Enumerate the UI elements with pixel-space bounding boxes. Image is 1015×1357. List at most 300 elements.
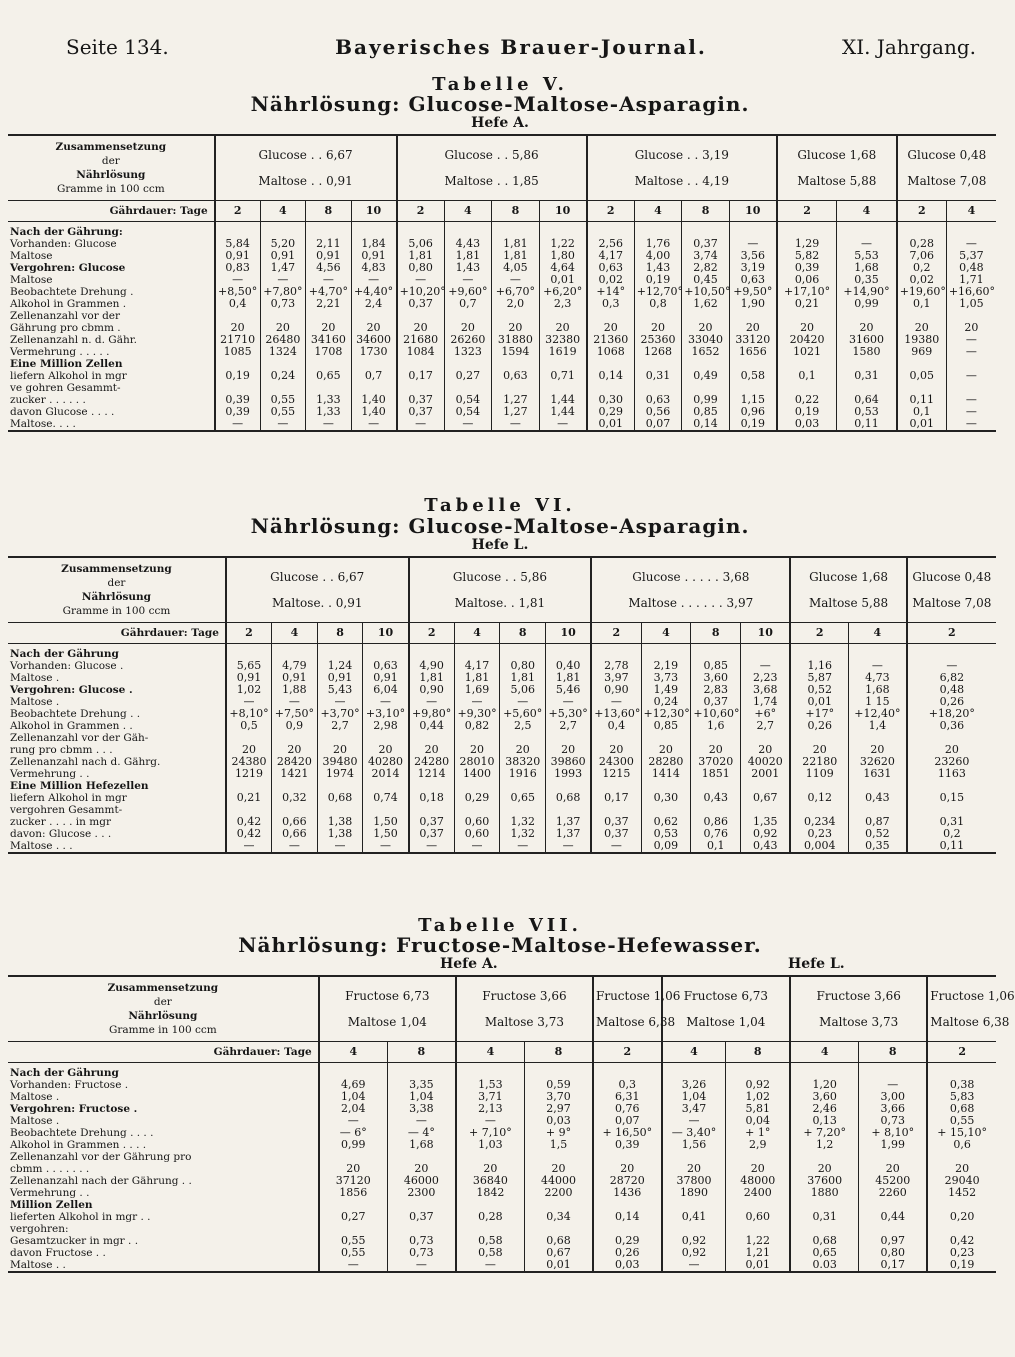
value-cell: 0,62 bbox=[641, 816, 691, 828]
value-cell: 0,55 bbox=[319, 1247, 388, 1259]
value-cell: — bbox=[351, 418, 396, 431]
value-cell: 0,83 bbox=[215, 262, 260, 274]
value-cell: 0,1 bbox=[897, 406, 947, 418]
table-row bbox=[8, 660, 996, 672]
value-cell: + 16,50° bbox=[593, 1127, 662, 1139]
duration-label: Gährdauer: Tage bbox=[8, 201, 215, 222]
value-cell: 0,56 bbox=[634, 406, 682, 418]
value-cell: 0,3 bbox=[593, 1079, 662, 1091]
value-cell: 0,19 bbox=[777, 406, 837, 418]
table-row bbox=[8, 672, 996, 684]
value-cell: 0,91 bbox=[226, 672, 272, 684]
composition-label-line: der bbox=[153, 996, 172, 1008]
row-label: Vermehrung . . bbox=[10, 1187, 90, 1199]
sugar-line-1: Glucose . . . . . 3,68 bbox=[632, 570, 750, 584]
sugar-line-2: Maltose 3,73 bbox=[484, 1015, 564, 1029]
value-cell: — bbox=[454, 840, 500, 853]
value-cell: +13,60° bbox=[591, 708, 641, 720]
value-cell: 0,58 bbox=[456, 1247, 525, 1259]
sugar-line-2: Maltose . . 0,91 bbox=[258, 174, 353, 188]
table-v-title: Tabelle V. bbox=[432, 74, 568, 95]
table-row bbox=[8, 298, 996, 310]
value-cell: 0,22 bbox=[777, 394, 837, 406]
value-cell: 2200 bbox=[524, 1187, 593, 1199]
value-cell: — 4° bbox=[387, 1127, 456, 1139]
day-cell: 10 bbox=[741, 623, 791, 644]
sugar-line-1: Glucose . . 6,67 bbox=[258, 148, 353, 162]
row-label: Alkohol in Grammen . . bbox=[10, 720, 133, 732]
value-cell: 7,06 bbox=[897, 250, 947, 262]
value-cell: + 15,10° bbox=[927, 1127, 996, 1139]
table-v-yeast: Hefe A. bbox=[471, 115, 529, 131]
value-cell: 1,68 bbox=[387, 1139, 456, 1151]
value-cell: 20 bbox=[272, 744, 318, 756]
value-cell: 37020 bbox=[691, 756, 741, 768]
value-cell: 0,44 bbox=[859, 1211, 928, 1223]
value-cell: 2,21 bbox=[306, 298, 351, 310]
value-cell: 3,38 bbox=[387, 1103, 456, 1115]
value-cell: 0,54 bbox=[444, 406, 492, 418]
value-cell: 4,43 bbox=[444, 238, 492, 250]
value-cell: 0,01 bbox=[790, 696, 848, 708]
value-cell: 1,81 bbox=[444, 250, 492, 262]
value-cell: 20 bbox=[409, 744, 455, 756]
composition-group bbox=[777, 135, 897, 201]
value-cell: 4,83 bbox=[351, 262, 396, 274]
value-cell: + 9° bbox=[524, 1127, 593, 1139]
value-cell: 2,46 bbox=[790, 1103, 859, 1115]
value-cell: 0,19 bbox=[927, 1259, 996, 1272]
table-row bbox=[8, 382, 996, 394]
value-cell: 0,65 bbox=[306, 370, 351, 382]
value-cell: 0,58 bbox=[729, 370, 777, 382]
row-label: Maltose bbox=[10, 250, 53, 262]
value-cell: 3,71 bbox=[456, 1091, 525, 1103]
value-cell: 0,37 bbox=[397, 394, 445, 406]
value-cell: — bbox=[215, 418, 260, 431]
value-cell: 5,65 bbox=[226, 660, 272, 672]
duration-label: Gährdauer: Tage bbox=[8, 1042, 319, 1063]
value-cell: — bbox=[397, 418, 445, 431]
value-cell: 1,04 bbox=[319, 1091, 388, 1103]
value-cell: 20 bbox=[790, 744, 848, 756]
value-cell: 0,5 bbox=[226, 720, 272, 732]
value-cell: + 1° bbox=[726, 1127, 790, 1139]
value-cell: — 3,40° bbox=[662, 1127, 726, 1139]
value-cell: 33120 bbox=[729, 334, 777, 346]
table-row bbox=[8, 1103, 996, 1115]
value-cell: 20 bbox=[682, 322, 730, 334]
value-cell: 20 bbox=[319, 1163, 388, 1175]
value-cell: 0,14 bbox=[682, 418, 730, 431]
day-cell: 10 bbox=[363, 623, 409, 644]
value-cell: 4,79 bbox=[272, 660, 318, 672]
volume-year: XI. Jahrgang. bbox=[841, 35, 976, 59]
value-cell: — bbox=[946, 238, 996, 250]
value-cell: 1,04 bbox=[387, 1091, 456, 1103]
row-label: Beobachtete Drehung . bbox=[10, 286, 134, 298]
day-cell: 2 bbox=[927, 1042, 996, 1063]
composition-group bbox=[907, 557, 996, 623]
row-label: lieferten Alkohol in mgr . . bbox=[10, 1211, 151, 1223]
value-cell: +12,40° bbox=[849, 708, 907, 720]
table-v bbox=[8, 134, 996, 432]
value-cell: 1,81 bbox=[492, 250, 540, 262]
composition-group bbox=[790, 557, 906, 623]
value-cell: 1,49 bbox=[641, 684, 691, 696]
value-cell: 44000 bbox=[524, 1175, 593, 1187]
row-label: davon Glucose . . . . bbox=[10, 406, 115, 418]
value-cell: 0,9 bbox=[272, 720, 318, 732]
value-cell: 0,68 bbox=[524, 1235, 593, 1247]
day-cell: 4 bbox=[641, 623, 691, 644]
value-cell: 1214 bbox=[409, 768, 455, 780]
value-cell: 0,80 bbox=[859, 1247, 928, 1259]
row-label: Alkohol in Grammen . . . . bbox=[10, 1139, 147, 1151]
value-cell: 32380 bbox=[539, 334, 587, 346]
value-cell: 40020 bbox=[741, 756, 791, 768]
value-cell: — bbox=[387, 1115, 456, 1127]
day-cell: 4 bbox=[634, 201, 682, 222]
value-cell: 0,82 bbox=[454, 720, 500, 732]
value-cell: 0,39 bbox=[777, 262, 837, 274]
value-cell: 1,43 bbox=[634, 262, 682, 274]
day-cell: 4 bbox=[456, 1042, 525, 1063]
table-row bbox=[8, 684, 996, 696]
value-cell: 0,87 bbox=[849, 816, 907, 828]
row-label: Maltose bbox=[10, 274, 53, 286]
table-row bbox=[8, 406, 996, 418]
value-cell: 1,71 bbox=[946, 274, 996, 286]
value-cell: 1,68 bbox=[849, 684, 907, 696]
row-label: Beobachtete Drehung . . . . bbox=[10, 1127, 154, 1139]
value-cell: 969 bbox=[897, 346, 947, 358]
value-cell: 1,81 bbox=[409, 672, 455, 684]
value-cell: 0,17 bbox=[397, 370, 445, 382]
value-cell: 0,63 bbox=[587, 262, 635, 274]
value-cell: 1880 bbox=[790, 1187, 859, 1199]
value-cell: 0,04 bbox=[726, 1115, 790, 1127]
value-cell: 5,81 bbox=[726, 1103, 790, 1115]
table-row bbox=[8, 828, 996, 840]
value-cell: 1,80 bbox=[539, 250, 587, 262]
value-cell: 0,68 bbox=[317, 792, 363, 804]
sugar-line-2: Maltose 6,38 bbox=[596, 1015, 676, 1029]
value-cell: 1021 bbox=[777, 346, 837, 358]
value-cell: 0,30 bbox=[641, 792, 691, 804]
sugar-line-2: Maltose 1,04 bbox=[686, 1015, 766, 1029]
day-cell: 2 bbox=[790, 623, 848, 644]
value-cell: 1594 bbox=[492, 346, 540, 358]
table-vii-medium: Nährlösung: Fructose-Maltose-Hefewasser. bbox=[238, 933, 762, 957]
value-cell: 29040 bbox=[927, 1175, 996, 1187]
value-cell: 1,2 bbox=[790, 1139, 859, 1151]
value-cell: 1,38 bbox=[317, 816, 363, 828]
row-label: Vermehrung . . . . . bbox=[10, 346, 110, 358]
value-cell: 3,26 bbox=[662, 1079, 726, 1091]
row-label: Vergohren: Fructose . bbox=[10, 1103, 138, 1115]
value-cell: 0,48 bbox=[946, 262, 996, 274]
table-vi-yeast: Hefe L. bbox=[471, 537, 529, 553]
row-label: Vergohren: Glucose . bbox=[10, 684, 133, 696]
value-cell: — bbox=[946, 406, 996, 418]
sugar-line-2: Maltose 7,08 bbox=[912, 596, 992, 610]
row-label: Gesamtzucker in mgr . . bbox=[10, 1235, 139, 1247]
value-cell: — bbox=[454, 696, 500, 708]
value-cell: 1,21 bbox=[726, 1247, 790, 1259]
value-cell: +14,90° bbox=[837, 286, 897, 298]
value-cell: 1,4 bbox=[849, 720, 907, 732]
value-cell: 0,73 bbox=[387, 1235, 456, 1247]
value-cell: 1,50 bbox=[363, 816, 409, 828]
value-cell: 1,33 bbox=[306, 394, 351, 406]
value-cell: — bbox=[351, 274, 396, 286]
value-cell: 0,31 bbox=[634, 370, 682, 382]
value-cell: 2,98 bbox=[363, 720, 409, 732]
value-cell: 0,03 bbox=[524, 1115, 593, 1127]
row-label: Zellenanzahl vor der bbox=[10, 310, 121, 322]
value-cell: +17,10° bbox=[777, 286, 837, 298]
value-cell: 1 15 bbox=[849, 696, 907, 708]
value-cell: +17° bbox=[790, 708, 848, 720]
day-cell: 4 bbox=[260, 201, 305, 222]
value-cell: 1,47 bbox=[260, 262, 305, 274]
value-cell: 1,81 bbox=[500, 672, 546, 684]
value-cell: 0,03 bbox=[593, 1259, 662, 1272]
value-cell: 0,42 bbox=[226, 828, 272, 840]
row-label: Zellenanzahl nach d. Gährg. bbox=[10, 756, 161, 768]
value-cell: 0,52 bbox=[790, 684, 848, 696]
value-cell: 37800 bbox=[662, 1175, 726, 1187]
value-cell: 21680 bbox=[397, 334, 445, 346]
value-cell: 0,37 bbox=[409, 816, 455, 828]
row-label: Eine Million Hefezellen bbox=[10, 780, 149, 792]
row-label: vergohren Gesammt- bbox=[10, 804, 123, 816]
value-cell: 0,37 bbox=[409, 828, 455, 840]
value-cell: 3,97 bbox=[591, 672, 641, 684]
value-cell: 0,45 bbox=[682, 274, 730, 286]
value-cell: 4,73 bbox=[849, 672, 907, 684]
value-cell: 2001 bbox=[741, 768, 791, 780]
value-cell: 20 bbox=[317, 744, 363, 756]
value-cell: 0,31 bbox=[837, 370, 897, 382]
value-cell: 20 bbox=[260, 322, 305, 334]
value-cell: 1,81 bbox=[397, 250, 445, 262]
value-cell: 4,17 bbox=[454, 660, 500, 672]
value-cell: 1619 bbox=[539, 346, 587, 358]
value-cell: 1708 bbox=[306, 346, 351, 358]
row-label: liefern Alkohol in mgr bbox=[10, 370, 127, 382]
value-cell: 1323 bbox=[444, 346, 492, 358]
row-label: Maltose . bbox=[10, 672, 60, 684]
value-cell: 1,88 bbox=[272, 684, 318, 696]
value-cell: 1,90 bbox=[729, 298, 777, 310]
value-cell: 20 bbox=[946, 322, 996, 334]
value-cell: 0,234 bbox=[790, 816, 848, 828]
value-cell: 0,85 bbox=[682, 406, 730, 418]
sugar-line-1: Fructose 3,66 bbox=[816, 989, 901, 1003]
duration-label: Gährdauer: Tage bbox=[8, 623, 226, 644]
value-cell: 23260 bbox=[907, 756, 996, 768]
day-cell: 2 bbox=[587, 201, 635, 222]
value-cell: 20 bbox=[741, 744, 791, 756]
value-cell: 6,82 bbox=[907, 672, 996, 684]
value-cell: 0,73 bbox=[859, 1115, 928, 1127]
row-label: Beobachtete Drehung . . bbox=[10, 708, 141, 720]
value-cell: 0,11 bbox=[907, 840, 996, 853]
value-cell: 0,35 bbox=[849, 840, 907, 853]
row-label: Eine Million Zellen bbox=[10, 358, 123, 370]
duration-row bbox=[8, 1042, 996, 1063]
table-row bbox=[8, 804, 996, 816]
value-cell: 3,60 bbox=[790, 1091, 859, 1103]
value-cell: 20 bbox=[729, 322, 777, 334]
value-cell: — bbox=[859, 1079, 928, 1091]
value-cell: 6,31 bbox=[593, 1091, 662, 1103]
value-cell: 0,02 bbox=[897, 274, 947, 286]
value-cell: 20 bbox=[907, 744, 996, 756]
value-cell: 1,5 bbox=[524, 1139, 593, 1151]
value-cell: 20 bbox=[387, 1163, 456, 1175]
value-cell: 0,17 bbox=[859, 1259, 928, 1272]
value-cell: 1974 bbox=[317, 768, 363, 780]
value-cell: +3,70° bbox=[317, 708, 363, 720]
value-cell: 20 bbox=[444, 322, 492, 334]
value-cell: 0,49 bbox=[682, 370, 730, 382]
composition-label-line: Zusammensetzung bbox=[107, 982, 219, 994]
value-cell: 0,85 bbox=[641, 720, 691, 732]
table-row bbox=[8, 310, 996, 322]
composition-label bbox=[8, 135, 215, 201]
table-vii bbox=[8, 975, 1015, 1273]
value-cell: 0,43 bbox=[849, 792, 907, 804]
value-cell: 20 bbox=[454, 744, 500, 756]
value-cell: 0,85 bbox=[691, 660, 741, 672]
value-cell: 20 bbox=[524, 1163, 593, 1175]
value-cell: 1730 bbox=[351, 346, 396, 358]
value-cell: + 8,10° bbox=[859, 1127, 928, 1139]
table-row bbox=[8, 370, 996, 382]
value-cell: 3,66 bbox=[859, 1103, 928, 1115]
value-cell: 2,83 bbox=[691, 684, 741, 696]
value-cell: 1,56 bbox=[662, 1139, 726, 1151]
value-cell: 1324 bbox=[260, 346, 305, 358]
value-cell: — bbox=[539, 418, 587, 431]
value-cell: 0,6 bbox=[927, 1139, 996, 1151]
day-cell: 2 bbox=[591, 623, 641, 644]
value-cell: — bbox=[397, 274, 445, 286]
value-cell: 0,30 bbox=[587, 394, 635, 406]
value-cell: 0,53 bbox=[837, 406, 897, 418]
value-cell: 19380 bbox=[897, 334, 947, 346]
composition-label-line: Gramme in 100 ccm bbox=[62, 605, 171, 617]
row-label: Maltose . . . bbox=[8, 840, 226, 853]
table-row bbox=[8, 1151, 996, 1163]
value-cell: 2,82 bbox=[682, 262, 730, 274]
day-cell: 10 bbox=[729, 201, 777, 222]
value-cell: 0,01 bbox=[587, 418, 635, 431]
value-cell: 0,42 bbox=[226, 816, 272, 828]
value-cell: 0,27 bbox=[319, 1211, 388, 1223]
value-cell: 1085 bbox=[215, 346, 260, 358]
sugar-line-1: Glucose . . 3,19 bbox=[634, 148, 729, 162]
value-cell: 28280 bbox=[641, 756, 691, 768]
value-cell: — bbox=[319, 1259, 388, 1272]
value-cell: 1,44 bbox=[539, 406, 587, 418]
value-cell: + 7,10° bbox=[456, 1127, 525, 1139]
value-cell: 0,23 bbox=[927, 1247, 996, 1259]
value-cell: 0,32 bbox=[272, 792, 318, 804]
value-cell: 1,76 bbox=[634, 238, 682, 250]
composition-label-line: Zusammensetzung bbox=[55, 141, 167, 153]
value-cell: 1,27 bbox=[492, 394, 540, 406]
value-cell: 2,23 bbox=[741, 672, 791, 684]
value-cell: 1436 bbox=[593, 1187, 662, 1199]
value-cell: 1,22 bbox=[726, 1235, 790, 1247]
table-row bbox=[8, 286, 996, 298]
value-cell: 38320 bbox=[500, 756, 546, 768]
value-cell: 28720 bbox=[593, 1175, 662, 1187]
composition-group bbox=[591, 557, 790, 623]
value-cell: 20 bbox=[691, 744, 741, 756]
value-cell: 1,81 bbox=[492, 238, 540, 250]
value-cell: 1,43 bbox=[444, 262, 492, 274]
table-row bbox=[8, 696, 996, 708]
sugar-line-1: Glucose . . 5,86 bbox=[452, 570, 547, 584]
value-cell: 26480 bbox=[260, 334, 305, 346]
value-cell: 0,65 bbox=[500, 792, 546, 804]
table-vi bbox=[8, 556, 996, 854]
value-cell: 1084 bbox=[397, 346, 445, 358]
value-cell: 0,67 bbox=[741, 792, 791, 804]
value-cell: — bbox=[260, 274, 305, 286]
table-vii-title: Tabelle VII. bbox=[418, 915, 582, 936]
value-cell: 0.03 bbox=[790, 1259, 859, 1272]
value-cell: 1580 bbox=[837, 346, 897, 358]
value-cell: 2,04 bbox=[319, 1103, 388, 1115]
value-cell: 0,37 bbox=[691, 696, 741, 708]
value-cell: 0,07 bbox=[634, 418, 682, 431]
value-cell: 4,05 bbox=[492, 262, 540, 274]
value-cell: — bbox=[729, 238, 777, 250]
value-cell: 0,80 bbox=[397, 262, 445, 274]
value-cell: +12,70° bbox=[634, 286, 682, 298]
value-cell: — bbox=[444, 274, 492, 286]
row-label: Maltose . bbox=[10, 1091, 60, 1103]
value-cell: 1856 bbox=[319, 1187, 388, 1199]
table-row bbox=[8, 358, 996, 370]
value-cell: 0,1 bbox=[897, 298, 947, 310]
table-row bbox=[8, 732, 996, 744]
value-cell: 0,26 bbox=[790, 720, 848, 732]
sugar-line-2: Maltose 5,88 bbox=[797, 174, 877, 188]
value-cell: 0,96 bbox=[729, 406, 777, 418]
value-cell: 0,44 bbox=[409, 720, 455, 732]
value-cell: 2,56 bbox=[587, 238, 635, 250]
value-cell: 0,004 bbox=[790, 840, 848, 853]
value-cell: — bbox=[317, 840, 363, 853]
value-cell: 0,19 bbox=[215, 370, 260, 382]
value-cell: 0,74 bbox=[363, 792, 409, 804]
value-cell: 2,3 bbox=[539, 298, 587, 310]
value-cell: 0,01 bbox=[524, 1259, 593, 1272]
value-cell: 0,38 bbox=[927, 1079, 996, 1091]
value-cell: 4,64 bbox=[539, 262, 587, 274]
value-cell: 0,19 bbox=[729, 418, 777, 431]
day-cell: 4 bbox=[662, 1042, 726, 1063]
value-cell: 0,7 bbox=[444, 298, 492, 310]
value-cell: — bbox=[591, 840, 641, 853]
